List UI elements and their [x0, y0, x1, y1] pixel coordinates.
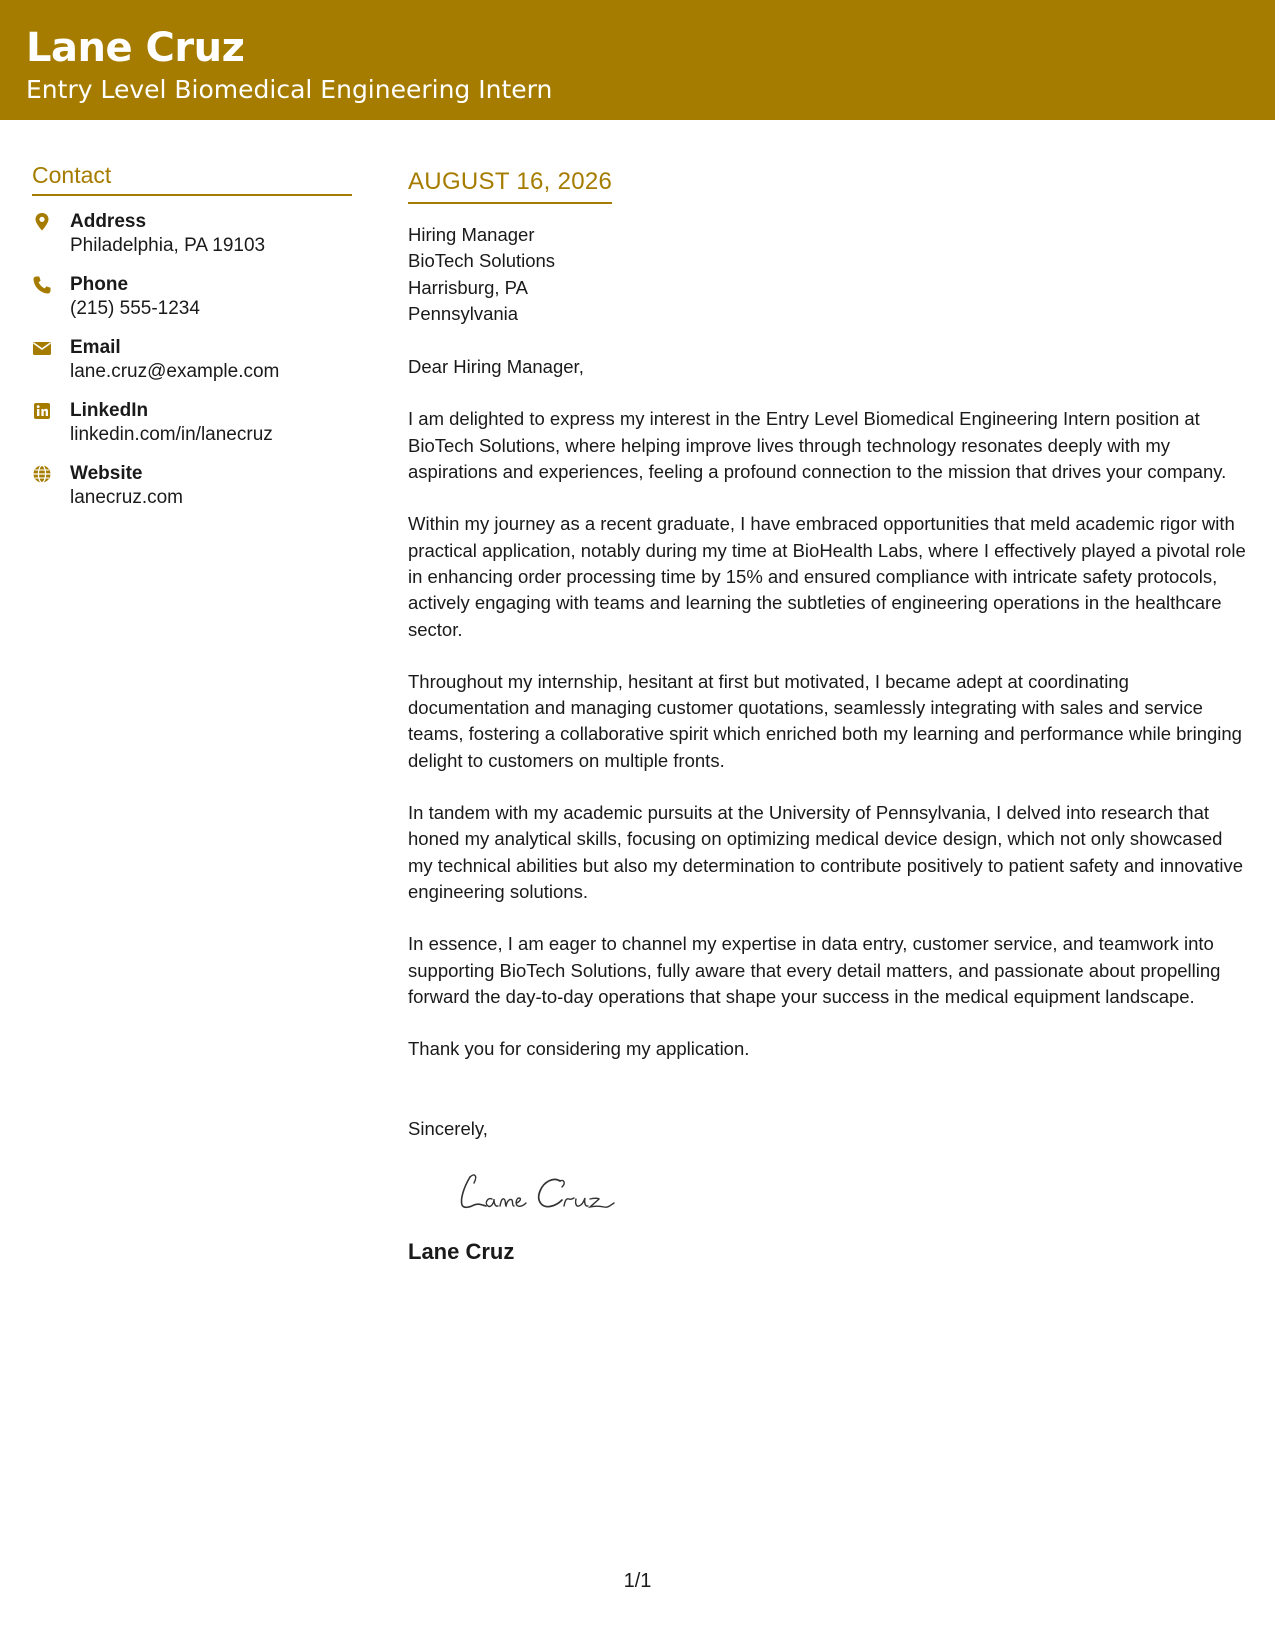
signer-name: Lane Cruz	[408, 1238, 515, 1264]
contact-value: (215) 555-1234	[70, 298, 200, 319]
contact-item-phone	[32, 273, 352, 336]
applicant-name: Lane Cruz	[26, 25, 245, 71]
handwritten-signature	[456, 1163, 636, 1223]
contact-label: Website	[70, 463, 143, 484]
linkedin-icon	[32, 401, 52, 421]
contact-item-linkedin	[32, 399, 352, 462]
contact-item-address	[32, 210, 352, 273]
salutation: Dear Hiring Manager,	[408, 356, 584, 378]
contact-value: Philadelphia, PA 19103	[70, 235, 266, 256]
contact-item-email	[32, 336, 352, 399]
applicant-role: Entry Level Biomedical Engineering Intern	[26, 75, 553, 104]
body-paragraph: In tandem with my academic pursuits at the University of Pennsylvania, I delved into research that honed my analytical skills, focusing on optimizing medical device design, which not only showcased my technical abilities but also my determination to contribute positively to patient safety and innovative engineering solutions.	[408, 802, 1244, 902]
header-banner	[0, 0, 1275, 120]
contact-label: LinkedIn	[70, 400, 149, 421]
contact-item-website	[32, 462, 352, 525]
page-number: 1/1	[623, 1570, 652, 1592]
map-pin-icon	[32, 212, 52, 232]
body-paragraph: Throughout my internship, hesitant at first but motivated, I became adept at coordinating documentation and managing customer quotations, seamlessly integrating with sales and service teams, fostering a collaborative spirit which enriched both my learning and performance while bringing delight to customers on multiple fronts.	[408, 670, 1242, 771]
contact-section-title: Contact	[32, 160, 352, 196]
contact-value: lane.cruz@example.com	[70, 361, 280, 382]
recipient-block	[408, 222, 1248, 327]
recipient-line: Harrisburg, PA	[408, 276, 528, 298]
contact-label: Email	[70, 337, 121, 358]
phone-icon	[32, 275, 52, 295]
recipient-line: Pennsylvania	[408, 302, 519, 324]
contact-value: linkedin.com/in/lanecruz	[70, 424, 273, 445]
recipient-line: Hiring Manager	[408, 224, 535, 245]
body-paragraph: Within my journey as a recent graduate, I have embraced opportunities that meld academic rigor with practical application, notably during my time at BioHealth Labs, where I effectively played a pivotal role in enhancing order processing time by 15% and ensured compliance with intricate safety protocols, actively engaging with teams and learning the subtleties of engineering operations in the healthcare sector.	[408, 513, 1246, 640]
contact-label: Address	[70, 211, 147, 232]
letter-body	[408, 166, 1248, 1266]
recipient-line: BioTech Solutions	[408, 250, 556, 272]
globe-icon	[32, 464, 52, 484]
body-paragraph: I am delighted to express my interest in the Entry Level Biomedical Engineering Intern position at BioTech Solutions, where helping improve lives through technology resonates deeply with my aspirations and experiences, feeling a profound connection to the mission that drives your company.	[408, 408, 1227, 483]
sidebar	[32, 160, 352, 525]
closing: Sincerely,	[408, 1118, 488, 1140]
contact-value: lanecruz.com	[70, 487, 183, 508]
thank-you-line: Thank you for considering my application.	[408, 1038, 750, 1060]
body-paragraph: In essence, I am eager to channel my expertise in data entry, customer service, and teamwork into supporting BioTech Solutions, fully aware that every detail matters, and passionate about propelling forward the day-to-day operations that shape your success in the medical equipment landscape.	[408, 933, 1221, 1007]
envelope-icon	[32, 338, 52, 358]
contact-label: Phone	[70, 274, 129, 295]
letter-date: AUGUST 16, 2026	[408, 166, 612, 204]
